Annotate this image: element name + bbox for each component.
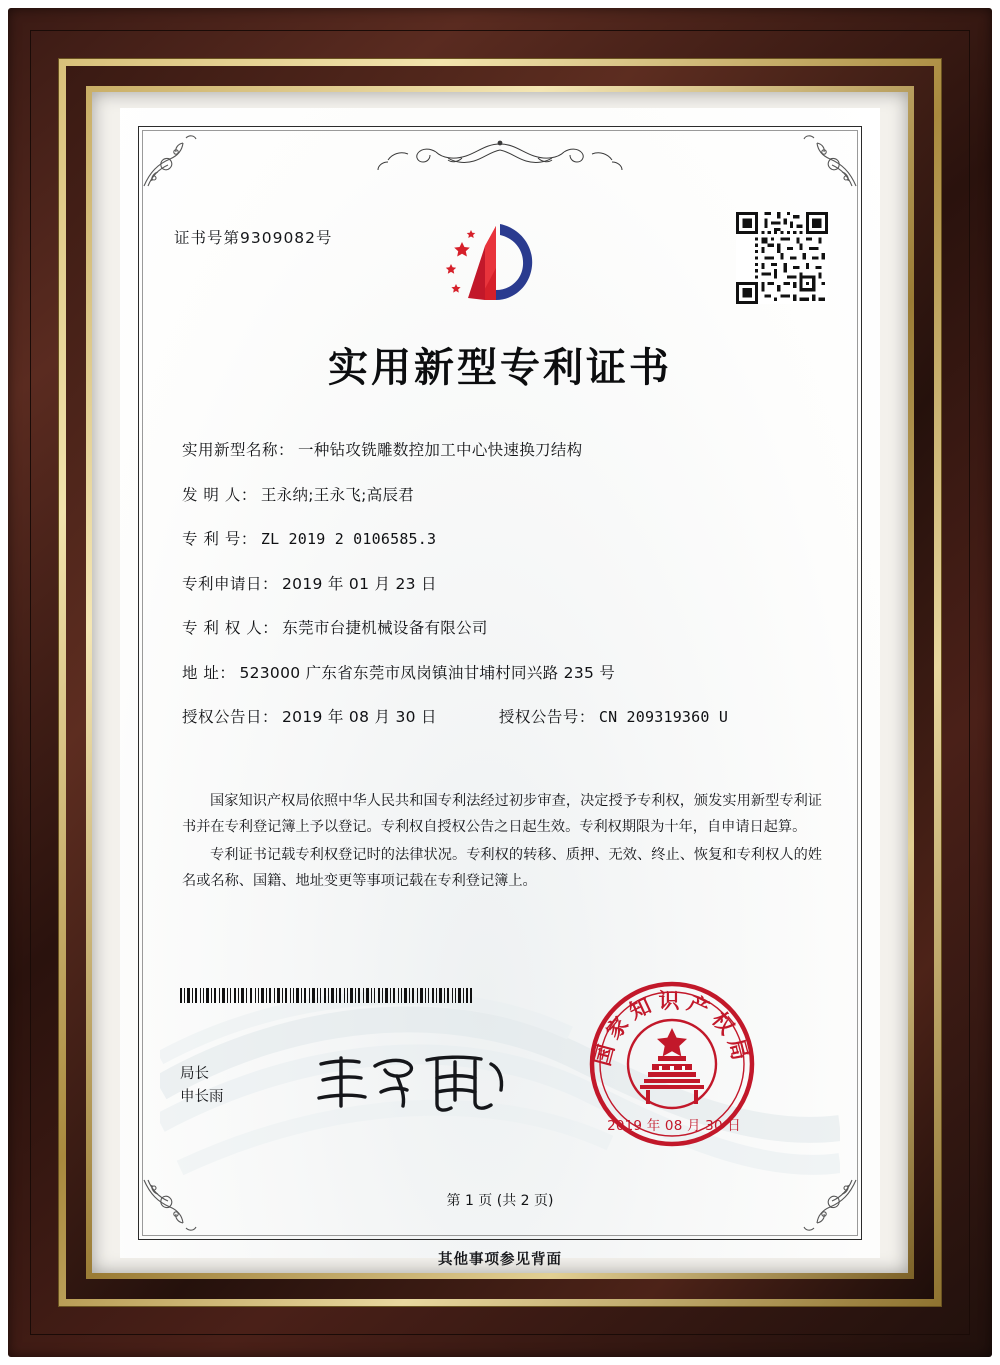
legal-paragraph-1: 国家知识产权局依照中华人民共和国专利法经过初步审查，决定授予专利权，颁发实用新型专利证书并在专利登记簿上予以登记。专利权自授权公告之日起生效。专利权期限为十年，自申请日起算。: [182, 793, 822, 835]
field-row-application-date: [182, 572, 822, 594]
back-side-note: 其他事项参见背面: [438, 1252, 562, 1268]
field-value: 王永纳;王永飞;高辰君: [260, 485, 415, 504]
grant-announcement-pair: [499, 705, 728, 727]
signature-name-label: 申长雨: [180, 1089, 224, 1105]
signature-block: [180, 1063, 224, 1109]
field-list: [182, 438, 822, 750]
handwritten-signature-icon: [305, 1048, 515, 1116]
field-label-announcement-number: 授权公告号：: [498, 708, 595, 726]
field-label: 发 明 人：: [182, 485, 257, 504]
patent-certificate: [120, 108, 880, 1268]
field-row-patent-number: [182, 527, 822, 549]
field-value: ZL 2019 2 0106585.3: [260, 530, 437, 548]
field-label: 专利申请日：: [182, 574, 279, 593]
field-value-announcement-number: CN 209319360 U: [598, 708, 729, 726]
field-label: 地 址：: [182, 663, 236, 682]
signature-role-label: 局长: [180, 1066, 209, 1082]
corner-ornament-icon: [798, 128, 860, 190]
seal-date: 2019 年 08 月 30 日: [607, 1118, 741, 1134]
page-title: 实用新型专利证书: [328, 345, 672, 391]
cnipa-logo-icon: [438, 212, 556, 312]
field-label: 专 利 号：: [182, 530, 257, 548]
field-row-address: [182, 661, 822, 683]
legal-text-block: [182, 788, 822, 896]
page-indicator: 第 1 页 (共 2 页): [446, 1193, 554, 1209]
field-row-grant-info: [182, 705, 822, 727]
field-row-inventors: [182, 483, 822, 505]
field-label: 实用新型名称：: [182, 441, 295, 459]
field-value: 一种钻攻铣雕数控加工中心快速换刀结构: [298, 441, 583, 459]
barcode-icon: [180, 988, 472, 1003]
top-flourish-ornament-icon: [350, 136, 650, 176]
field-value: 东莞市台捷机械设备有限公司: [282, 619, 488, 637]
corner-ornament-icon: [140, 128, 202, 190]
svg-text:国家知识产权局: 国家知识产权局: [590, 989, 754, 1069]
field-row-patentee: [182, 616, 822, 638]
field-label-grant-date: 授权公告日：: [182, 708, 279, 726]
field-row-utility-model-name: [182, 438, 822, 460]
field-value-grant-date: 2019 年 08 月 30 日: [282, 708, 437, 726]
field-value: 2019 年 01 月 23 日: [282, 574, 437, 593]
qr-code-icon: [736, 212, 828, 304]
legal-paragraph-2: 专利证书记载专利权登记时的法律状况。专利权的转移、质押、无效、终止、恢复和专利权人的姓名或名称、国籍、地址变更等事项记载在专利登记簿上。: [182, 847, 822, 889]
field-label: 专 利 权 人：: [182, 619, 279, 637]
certificate-number: 证书号第9309082号: [174, 229, 333, 247]
field-value: 523000 广东省东莞市凤岗镇油甘埔村同兴路 235 号: [239, 663, 616, 682]
